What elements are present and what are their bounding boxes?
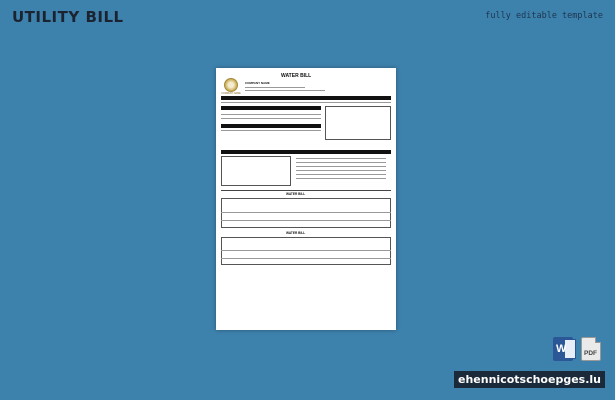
word-icon-label: W [556, 343, 567, 355]
summary-box [325, 106, 391, 140]
pdf-icon-label: PDF [584, 350, 597, 357]
page-title: UTILITY BILL [12, 8, 124, 26]
section-title-2: WATER BILL [286, 231, 306, 235]
word-file-icon[interactable] [553, 337, 573, 361]
bill-title: WATER BILL [281, 73, 312, 79]
pdf-file-icon[interactable] [581, 337, 601, 361]
bill-document-preview [216, 68, 396, 330]
contact-bar [221, 150, 391, 154]
company-logo-icon [224, 78, 238, 92]
company-name: COMPANY NAME [245, 81, 270, 85]
section-title-1: WATER BILL [286, 192, 306, 196]
usage-header-bar [221, 124, 321, 128]
website-badge: ehennicotschoepges.lu [454, 371, 605, 388]
stub-box-2 [221, 237, 391, 265]
account-header-bar [221, 96, 391, 100]
stub-box-1 [221, 198, 391, 228]
logo-company-name: COMPANY NAME [221, 92, 241, 95]
usage-chart-box [221, 156, 291, 186]
page-subtitle: fully editable template [485, 11, 603, 21]
meter-header-bar [221, 106, 321, 110]
